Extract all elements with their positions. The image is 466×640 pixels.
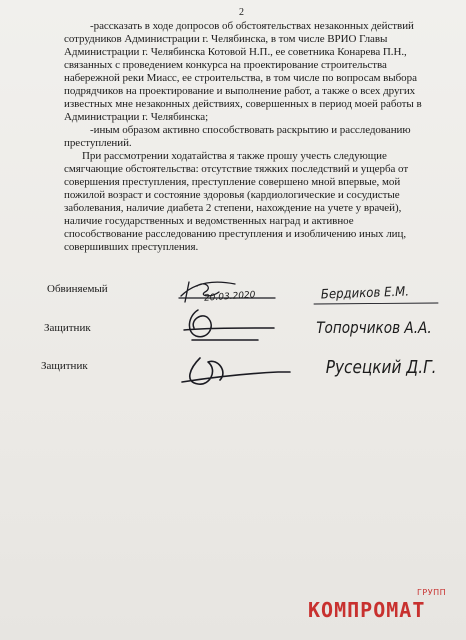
text-line: заболевания, наличие диабета 2 степени, нахождение на учете у врачей), — [64, 202, 402, 214]
text-line: способствование расследованию преступления и изобличению иных лиц, — [64, 228, 407, 240]
accused-name-underline — [312, 300, 442, 308]
watermark-sub: ГРУПП — [417, 588, 447, 597]
text-line: связанных с проведением конкурса на проектирование строительства — [64, 59, 387, 71]
text-line: совершивших преступления. — [64, 241, 199, 253]
defender1-label: Защитник — [44, 322, 91, 334]
accused-name-handwritten: Бердиков Е.М. — [320, 284, 410, 303]
text-line: совершения преступления, преступление совершено мной впервые, мой — [64, 176, 401, 188]
text-line: подрядчиков на проектирование и выполнение работ, а также о всех других — [64, 85, 416, 97]
text-line: При рассмотрении ходатайства я также прошу учесть следующие — [82, 150, 387, 162]
defender2-label: Защитник — [41, 360, 88, 372]
defender2-name-handwritten: Русецкий Д.Г. — [325, 357, 437, 378]
text-line: Администрации г. Челябинска; — [64, 111, 209, 123]
text-line: сотрудников Администрации г. Челябинска, в том числе ВРИО Главы — [64, 33, 388, 45]
page-number: 2 — [239, 7, 244, 18]
accused-label: Обвиняемый — [47, 283, 108, 295]
text-line: наличие государственных и ведомственных наград и активное — [64, 215, 354, 227]
defender2-signature — [178, 352, 298, 392]
text-line: пожилой возраст и состояние здоровья (кардиологические и сосудистые — [64, 189, 400, 201]
text-line: смягчающие обстоятельства: отсутствие тяжких последствий и ущерба от — [64, 163, 409, 175]
watermark-logo: КОМПРОМАТ — [308, 598, 426, 622]
text-line: Администрации г. Челябинска Котовой Н.П., ее советника Конарева П.Н., — [64, 46, 407, 58]
text-line: набережной реки Миасс, ее строительства, в том числе по вопросам выбора — [64, 72, 417, 84]
text-line: известных мне незаконных действиях, совершенных в период моей работы в — [64, 98, 422, 110]
accused-date: 20.03.2020 — [203, 290, 256, 304]
text-line: -рассказать в ходе допросов об обстоятельствах незаконных действий — [90, 20, 414, 32]
defender1-name-handwritten: Топорчиков А.А. — [316, 318, 432, 337]
text-line: -иным образом активно способствовать раскрытию и расследованию — [90, 124, 411, 136]
defender1-signature — [178, 306, 278, 346]
text-line: преступлений. — [64, 137, 132, 149]
